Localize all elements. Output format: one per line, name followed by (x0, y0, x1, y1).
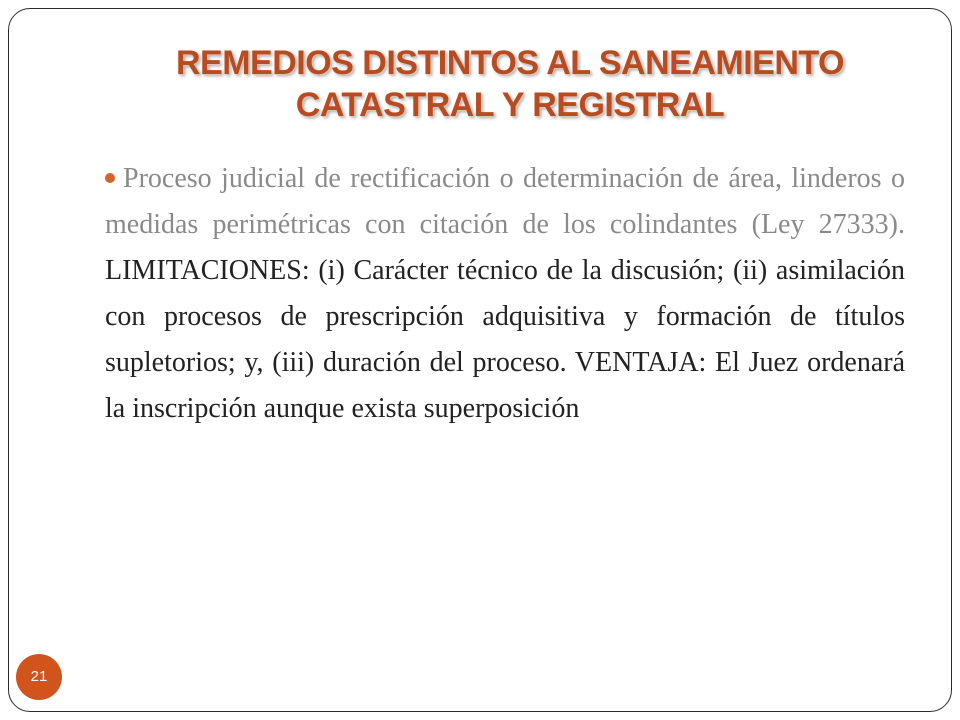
slide-title (60, 42, 960, 126)
slide-title-line-1: REMEDIOS DISTINTOS AL SANEAMIENTO (176, 44, 844, 82)
bullet-dot-icon (105, 173, 115, 183)
bullet-paragraph (105, 156, 905, 432)
bullet-muted-text: Proceso judicial de rectificación o determinación de área, linderos o medidas perimétricas con citación de los colindantes (Ley 27333). (105, 163, 905, 240)
page-number-badge: 21 (16, 654, 62, 700)
slide-title-line-2: CATASTRAL Y REGISTRAL (295, 86, 725, 124)
bullet-main-text: LIMITACIONES: (i) Carácter técnico de la discusión; (ii) asimilación con procesos de prescripción adquisitiva y formación de títulos supletorios; y, (iii) duración del proceso. VENTAJA: El Juez ordenará la inscripción aunque exista superposición (105, 255, 905, 424)
